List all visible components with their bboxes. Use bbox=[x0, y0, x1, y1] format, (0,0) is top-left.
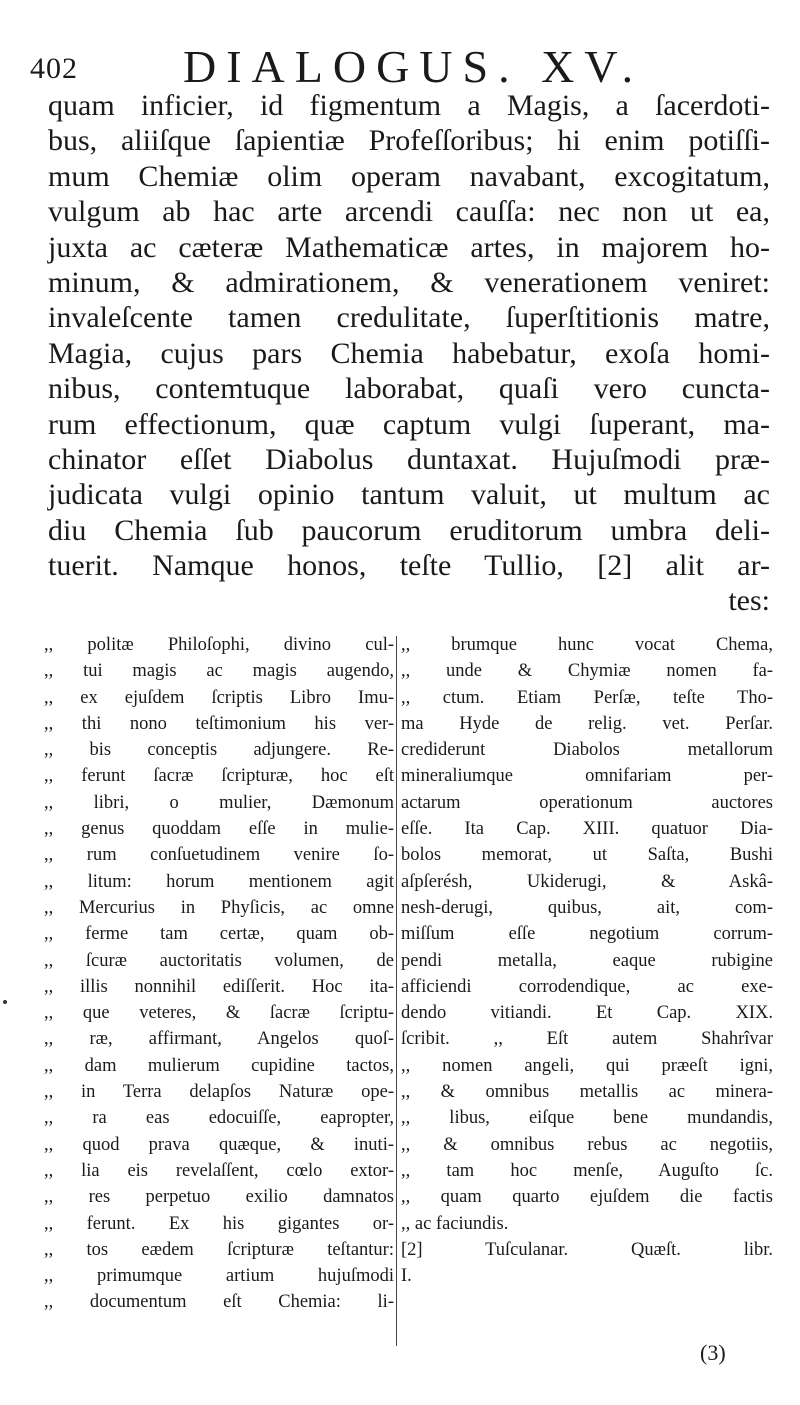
footnote-line: ,, tam hoc menſe, Auguſto ſc. bbox=[401, 1160, 773, 1181]
main-text-line: chinator eſſet Diabolus duntaxat. Hujuſmodi præ- bbox=[48, 442, 770, 476]
footnote-line: ,, ac faciundis. bbox=[401, 1213, 509, 1234]
footnote-line: I. bbox=[401, 1266, 412, 1287]
main-text-line: quam inficier, id figmentum a Magis, a ſacerdoti- bbox=[48, 89, 770, 122]
footnote-line: ,, Mercurius in Phyſicis, ac omne bbox=[44, 897, 394, 918]
footnote-line: ,, ferunt. Ex his gigantes or- bbox=[44, 1213, 394, 1234]
footnote-line: ,, ctum. Etiam Perſæ, teſte Tho- bbox=[401, 687, 773, 708]
footnote-line: eſſe. Ita Cap. XIII. quatuor Dia- bbox=[401, 819, 773, 840]
footnote-line: ,, dam mulierum cupidine tactos, bbox=[44, 1055, 394, 1076]
footnote-line: aſpſerésh, Ukiderugi, & Askâ- bbox=[401, 871, 773, 892]
main-text-line: juxta ac cæteræ Mathematicæ artes, in majorem ho- bbox=[48, 230, 770, 264]
signature-mark: (3) bbox=[700, 1340, 726, 1365]
footnote-line: ,, ferme tam certæ, quam ob- bbox=[44, 924, 394, 945]
footnote-line: ,, ferunt ſacræ ſcripturæ, hoc eſt bbox=[44, 766, 394, 787]
footnote-line: ,, libri, o mulier, Dæmonum bbox=[44, 792, 394, 813]
footnote-line: mineraliumque omnifariam per- bbox=[401, 766, 773, 787]
main-text-line: tuerit. Namque honos, teſte Tullio, [2] alit ar- bbox=[48, 549, 770, 583]
footnote-right-column bbox=[401, 632, 773, 1289]
main-text-line: vulgum ab hac arte arcendi cauſſa: nec non ut ea, bbox=[48, 195, 770, 229]
footnote-line: ,, res perpetuo exilio damnatos bbox=[44, 1187, 394, 1208]
footnote-line: ,, litum: horum mentionem agit bbox=[44, 871, 394, 892]
footnote-line: ,, in Terra delapſos Naturæ ope- bbox=[44, 1082, 394, 1103]
main-text-line: tes: bbox=[728, 584, 770, 618]
main-text-line: Magia, cujus pars Chemia habebatur, exoſa homi- bbox=[48, 336, 770, 370]
main-text-block bbox=[48, 88, 770, 619]
footnote-line: ,, quod prava quæque, & inuti- bbox=[44, 1134, 394, 1155]
running-title: DIALOGUS. XV. bbox=[183, 41, 644, 92]
footnote-line: ,, thi nono teſtimonium his ver- bbox=[44, 713, 394, 734]
footnote-line: ,, que veteres, & ſacræ ſcriptu- bbox=[44, 1003, 394, 1024]
footnote-line: ,, politæ Philoſophi, divino cul- bbox=[44, 635, 394, 655]
footnote-line: ,, ſcuræ auctoritatis volumen, de bbox=[44, 950, 394, 971]
footnote-line: actarum operationum auctores bbox=[401, 792, 773, 813]
footnote-line: ,, & omnibus metallis ac minera- bbox=[401, 1082, 773, 1103]
margin-mark bbox=[3, 1000, 7, 1004]
footnote-line: pendi metalla, eaque rubigine bbox=[401, 950, 773, 971]
main-text-line: bus, aliiſque ſapientiæ Profeſſoribus; hi enim potiſſi- bbox=[48, 124, 770, 158]
column-divider bbox=[396, 636, 397, 1346]
page-header bbox=[28, 38, 788, 92]
footnote-line: ,, bis conceptis adjungere. Re- bbox=[44, 740, 394, 761]
footnote-line: bolos memorat, ut Saſta, Bushi bbox=[401, 845, 773, 866]
footnote-line: ma Hyde de relig. vet. Perſar. bbox=[401, 713, 773, 734]
footnote-line: ,, ex ejuſdem ſcriptis Libro Imu- bbox=[44, 687, 394, 708]
footnote-line: ,, & omnibus rebus ac negotiis, bbox=[401, 1134, 773, 1155]
footnote-line: ,, unde & Chymiæ nomen fa- bbox=[401, 661, 773, 682]
main-text-line: minum, & admirationem, & venerationem veniret: bbox=[48, 265, 770, 299]
footnote-line: miſſum eſſe negotium corrum- bbox=[401, 924, 773, 945]
footnote-left-column bbox=[44, 632, 394, 1316]
footnote-line: ,, primumque artium hujuſmodi bbox=[44, 1266, 394, 1287]
main-text-line: judicata vulgi opinio tantum valuit, ut multum ac bbox=[48, 478, 770, 512]
footnote-line: [2] Tuſculanar. Quæſt. libr. bbox=[401, 1239, 773, 1260]
footnote-line: ,, libus, eiſque bene mundandis, bbox=[401, 1108, 773, 1129]
footnote-line: ,, ra eas edocuiſſe, eapropter, bbox=[44, 1108, 394, 1129]
footnote-line: ſcribit. ,, Eſt autem Shahrîvar bbox=[401, 1029, 773, 1050]
footnote-line: ,, documentum eſt Chemia: li- bbox=[44, 1292, 394, 1313]
footnote-line: ,, rum conſuetudinem venire ſo- bbox=[44, 845, 394, 866]
footnote-line: ,, ræ, affirmant, Angelos quoſ- bbox=[44, 1029, 394, 1050]
main-text-line: invaleſcente tamen credulitate, ſuperſtitionis matre, bbox=[48, 301, 770, 335]
main-text-line: rum effectionum, quæ captum vulgi ſuperant, ma- bbox=[48, 407, 770, 441]
footnote-line: ,, genus quoddam eſſe in mulie- bbox=[44, 819, 394, 840]
main-text-line: nibus, contemtuque laborabat, quaſi vero cuncta- bbox=[48, 372, 770, 406]
footnote-line: ,, quam quarto ejuſdem die factis bbox=[401, 1187, 773, 1208]
footnote-line: dendo vitiandi. Et Cap. XIX. bbox=[401, 1003, 773, 1024]
footnote-line: ,, nomen angeli, qui præeſt igni, bbox=[401, 1055, 773, 1076]
footnote-line: ,, tui magis ac magis augendo, bbox=[44, 661, 394, 682]
footnote-line: afficiendi corrodendique, ac exe- bbox=[401, 976, 773, 997]
footnote-line: nesh-derugi, quibus, ait, com- bbox=[401, 897, 773, 918]
main-text-line: diu Chemia ſub paucorum eruditorum umbra deli- bbox=[48, 513, 770, 547]
footnote-line: ,, brumque hunc vocat Chema, bbox=[401, 635, 773, 655]
footnote-line: ,, tos eædem ſcripturæ teſtantur: bbox=[44, 1239, 394, 1260]
main-text-line: mum Chemiæ olim operam navabant, excogitatum, bbox=[48, 159, 770, 193]
footnote-line: ,, lia eis revelaſſent, cœlo extor- bbox=[44, 1160, 394, 1181]
footnote-line: crediderunt Diabolos metallorum bbox=[401, 740, 773, 761]
page-number: 402 bbox=[30, 52, 78, 85]
footnote-line: ,, illis nonnihil ediſſerit. Hoc ita- bbox=[44, 976, 394, 997]
